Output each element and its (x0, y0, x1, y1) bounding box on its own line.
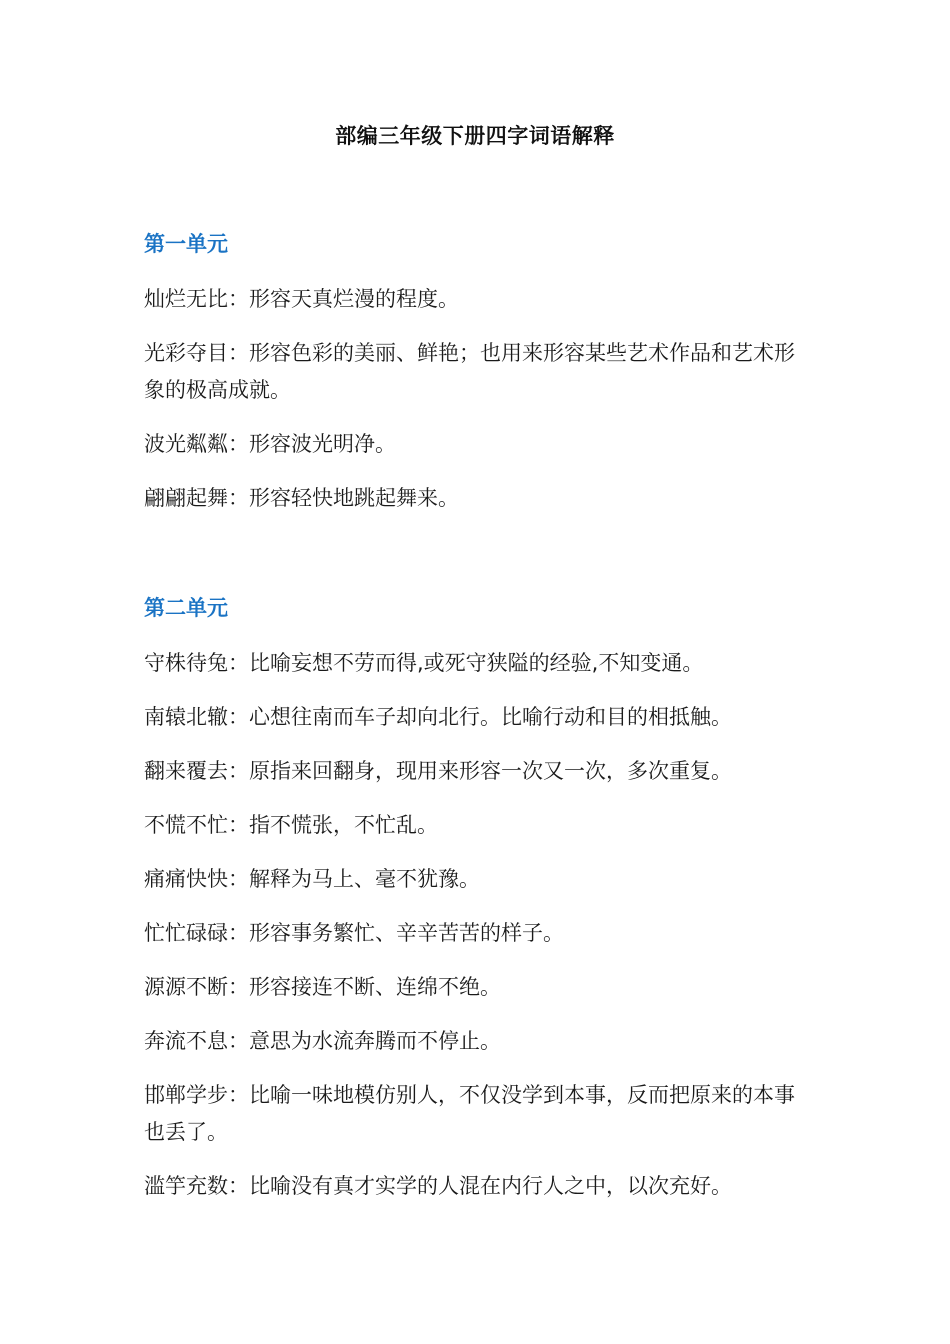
entry-1-3: 波光粼粼：形容波光明净。 (144, 432, 396, 456)
entry-2-9: 邯郸学步：比喻一味地模仿别人，不仅没学到本事，反而把原来的本事也丢了。 (144, 1083, 795, 1144)
entry-2-6: 忙忙碌碌：形容事务繁忙、辛辛苦苦的样子。 (144, 921, 564, 945)
entry-2-5: 痛痛快快：解释为马上、毫不犹豫。 (144, 867, 480, 891)
entry-1-2: 光彩夺目：形容色彩的美丽、鲜艳；也用来形容某些艺术作品和艺术形象的极高成就。 (144, 341, 795, 402)
entry-2-1: 守株待兔：比喻妄想不劳而得,或死守狭隘的经验,不知变通。 (144, 651, 704, 675)
entry-2-8: 奔流不息：意思为水流奔腾而不停止。 (144, 1029, 501, 1053)
document-title: 部编三年级下册四字词语解释 (335, 124, 615, 148)
section-heading: 第二单元 (144, 596, 228, 620)
entry-2-10: 滥竽充数：比喻没有真才实学的人混在内行人之中，以次充好。 (144, 1174, 732, 1198)
entry-1-1: 灿烂无比：形容天真烂漫的程度。 (144, 287, 459, 311)
entry-2-7: 源源不断：形容接连不断、连绵不绝。 (144, 975, 501, 999)
entry-2-4: 不慌不忙：指不慌张，不忙乱。 (144, 813, 438, 837)
entry-1-4: 翩翩起舞：形容轻快地跳起舞来。 (144, 486, 459, 510)
section-unit-2 (144, 593, 814, 1222)
entry-2-3: 翻来覆去：原指来回翻身，现用来形容一次又一次，多次重复。 (144, 759, 732, 783)
entry-2-2: 南辕北辙：心想往南而车子却向北行。比喻行动和目的相抵触。 (144, 705, 732, 729)
section-unit-1 (144, 229, 814, 534)
section-heading: 第一单元 (144, 232, 228, 256)
